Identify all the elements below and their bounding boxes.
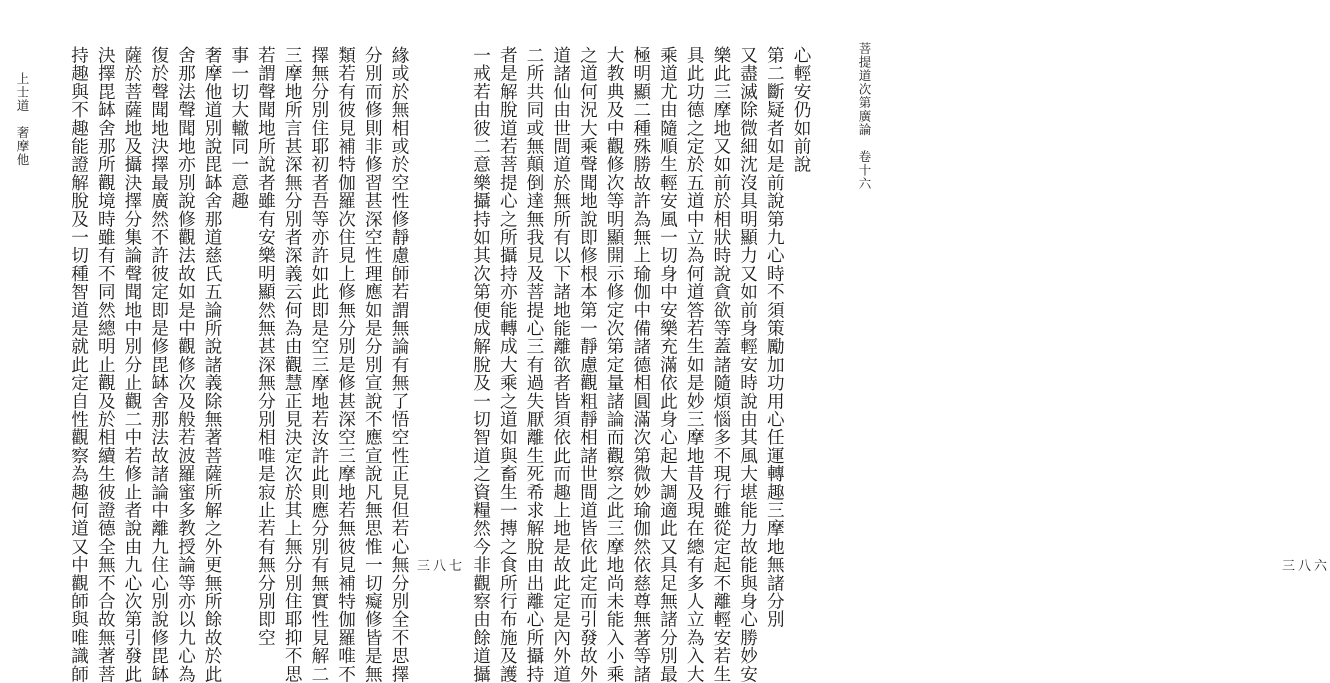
text-line: 奢摩他道別說毘缽舍那道慈氏五論所說諸義除無著菩薩所解之外更無所餘故於此 <box>202 46 223 683</box>
text-line: 擇無分別住耶初者吾等亦許如此即是空三摩地若汝許此則應分別有無實性見解二 <box>308 46 329 683</box>
running-head-left: 上士道 奢摩他 <box>15 72 30 167</box>
running-head-right: 菩提道次第廣論 卷十六 <box>857 42 872 191</box>
text-line: 道諸仙由世間道於無所有以下諸地能離欲者皆須依此而趣上地是故此定是內外道 <box>550 46 571 683</box>
text-line: 者是解脫道若菩提心之所攝持亦能轉成大乘之道如與畜生一摶之食所行布施及護 <box>497 46 518 683</box>
text-line: 決擇毘缽舍那所觀境時雖有不同然總明止觀及於相續生彼證德全無不合故無著菩 <box>95 46 116 683</box>
left-page <box>0 0 466 683</box>
text-line: 第二斷疑者如是前說第九心時不須策勵加功用心任運轉趣三摩地無諸分別 <box>764 46 785 629</box>
text-line: 若謂聲聞地所說者雖有安樂明顯然無甚深無分別相唯是寂止若有無分別即空 <box>255 46 276 647</box>
text-line: 分別而修則非修習甚深空性理應如是分別宣說不應宣說凡無思惟一切癡修皆是無 <box>362 46 383 683</box>
text-line: 薩於菩薩地及攝決擇分集論聲聞地中別分止觀二中若修止者說由九心次第引發此 <box>121 46 142 683</box>
right-page-body <box>443 46 814 683</box>
text-line: 心輕安仍如前說 <box>791 46 811 174</box>
left-page-body <box>28 46 412 683</box>
text-line: 事一切大轍同一意趣 <box>228 46 249 210</box>
text-line: 乘道尤由隨順生輕安風一切身中安樂充滿依此身心起大調適此又具足無諸分別最 <box>657 46 678 683</box>
text-line: 緣或於無相或於空性修靜慮師若謂無論有無了悟空性正見但若心無分別全不思擇 <box>389 46 409 683</box>
page-number-right: 三八六 <box>1282 559 1330 574</box>
text-line: 具此功德之定於五道中立為何道答若生如是妙三摩地昔及現在總有多人立為入大 <box>684 46 705 683</box>
text-line: 極明顯二種殊勝故許為無上瑜伽中備諸德相圓滿次第微妙瑜伽然依慈尊無著等諸 <box>630 46 651 683</box>
text-line: 類若有彼見補特伽羅次住見上修無分別是修甚深空三摩地若無彼見補特伽羅唯不 <box>335 46 356 683</box>
text-line: 持趣與不趣能證解脫及一切種智道是就此定自性觀察為趣何道又中觀師與唯識師 <box>68 46 89 683</box>
text-line: 二所共同或無顛倒達無我見及菩提心三有過失厭離生死希求解脫由出離心所攝持 <box>523 46 544 683</box>
text-line: 又盡滅除微細沈沒具明顯力又如前身輕安時說由其風大堪能力故能與身心勝妙安 <box>737 46 758 683</box>
text-line: 樂此三摩地又如前於相狀時說貪欲等蓋諸隨煩惱多不現行雖從定起不離輕安若生 <box>710 46 731 683</box>
text-line: 大教典及中觀修次等明顯開示修定次第定量諸論而觀察之此三摩地尚未能入小乘 <box>604 46 625 683</box>
right-page <box>440 0 1330 683</box>
text-line: 復於聲聞地決擇最廣然不許彼定即是修毘缽舍那法故諸論中離九住心別說修毘缽 <box>148 46 169 683</box>
text-line: 三摩地所言甚深無分別者深義云何為由觀慧正見決定次於其上無分別住耶抑不思 <box>282 46 303 683</box>
text-line: 之道何況大乘聲聞地說即修根本第一靜慮觀粗靜相諸世間道皆依此定而引發故外 <box>577 46 598 683</box>
text-line: 舍那法聲聞地亦別說修觀法故如是中觀修次及般若波羅蜜多教授論等亦以九心為 <box>175 46 196 683</box>
page-number-left: 三八七 <box>417 559 466 574</box>
text-line: 一戒若由彼二意樂攝持如其次第便成解脫及一切智道之資糧然今非觀察由餘道攝 <box>470 46 491 683</box>
